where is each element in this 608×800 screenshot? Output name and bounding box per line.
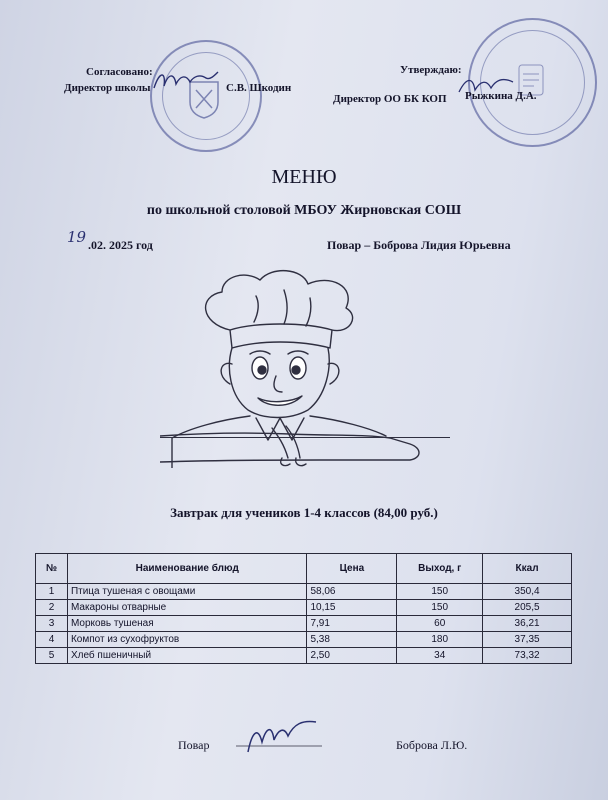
row-number: 2 [36, 600, 68, 616]
col-header-price: Цена [307, 554, 397, 584]
col-header-yield: Выход, г [397, 554, 483, 584]
dish-price: 58,06 [307, 584, 397, 600]
dish-kcal: 73,32 [483, 648, 572, 664]
page-subtitle: по школьной столовой МБОУ Жирновская СОШ [146, 203, 462, 218]
dish-kcal: 205,5 [483, 600, 572, 616]
row-number: 5 [36, 648, 68, 664]
dish-name: Макароны отварные [67, 600, 307, 616]
meal-heading: Завтрак для учеников 1-4 классов (84,00 руб.) [170, 505, 438, 520]
dish-name: Компот из сухофруктов [67, 632, 307, 648]
col-header-dish: Наименование блюд [67, 554, 307, 584]
table-row [36, 616, 572, 632]
row-number: 1 [36, 584, 68, 600]
col-header-number: № [36, 554, 68, 584]
dish-name: Хлеб пшеничный [67, 648, 307, 664]
cook-signature [232, 712, 328, 758]
table-header-row [36, 554, 572, 584]
table-row [36, 600, 572, 616]
menu-table [35, 553, 572, 664]
footer-cook-label: Повар [178, 738, 210, 752]
director-signature [150, 64, 220, 98]
dish-yield: 60 [397, 616, 483, 632]
col-header-kcal: Ккал [483, 554, 572, 584]
cook-line: Повар – Боброва Лидия Юрьевна [327, 238, 511, 252]
footer-cook-name: Боброва Л.Ю. [396, 738, 468, 752]
table-row [36, 584, 572, 600]
page-title: МЕНЮ [271, 166, 337, 188]
dish-price: 5,38 [307, 632, 397, 648]
dish-yield: 150 [397, 584, 483, 600]
dish-price: 10,15 [307, 600, 397, 616]
counter-edge [160, 437, 450, 438]
approved-label: Утверждаю: [400, 64, 462, 76]
table-row [36, 648, 572, 664]
row-number: 3 [36, 616, 68, 632]
dish-yield: 150 [397, 600, 483, 616]
chef-illustration [160, 268, 450, 468]
dish-price: 2,50 [307, 648, 397, 664]
dish-name: Морковь тушеная [67, 616, 307, 632]
row-number: 4 [36, 632, 68, 648]
dish-name: Птица тушеная с овощами [67, 584, 307, 600]
table-row [36, 632, 572, 648]
agreed-position: Директор школы [64, 82, 151, 94]
dish-price: 7,91 [307, 616, 397, 632]
approver-signature [455, 72, 515, 100]
dish-yield: 180 [397, 632, 483, 648]
agreed-label: Согласовано: [86, 66, 153, 78]
dish-yield: 34 [397, 648, 483, 664]
menu-date: .02. 2025 год [88, 238, 153, 252]
approved-signer: Рыжкина Д.А. [465, 90, 537, 102]
handwritten-day: 19 [67, 228, 87, 246]
dish-kcal: 37,35 [483, 632, 572, 648]
agreed-signer: С.В. Шкодин [226, 82, 292, 94]
approved-position: Директор ОО БК КОП [333, 93, 447, 105]
dish-kcal: 36,21 [483, 616, 572, 632]
dish-kcal: 350,4 [483, 584, 572, 600]
